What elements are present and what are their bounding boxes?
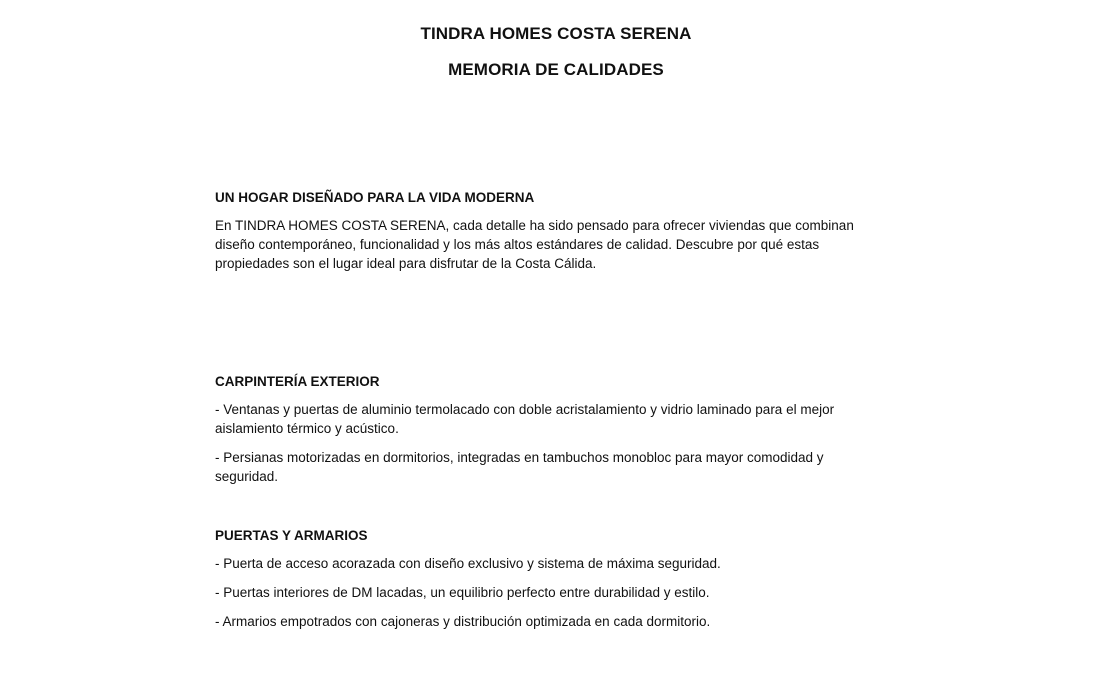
section-paragraph: - Puertas interiores de DM lacadas, un equilibrio perfecto entre durabilidad y estilo. xyxy=(215,585,710,600)
section-doors-wardrobes xyxy=(215,527,895,641)
document-subtitle: MEMORIA DE CALIDADES xyxy=(448,60,664,79)
section-paragraph: - Armarios empotrados con cajoneras y distribución optimizada en cada dormitorio. xyxy=(215,614,711,629)
section-exterior-carpentry xyxy=(215,373,895,496)
section-paragraph: - Puerta de acceso acorazada con diseño exclusivo y sistema de máxima seguridad. xyxy=(215,556,721,571)
section-paragraph: En TINDRA HOMES COSTA SERENA, cada detalle ha sido pensado para ofrecer viviendas que combinan diseño contemporáneo, funcionalidad y los más altos estándares de calidad. Descubre por qué estas propiedades son el lugar ideal para disfrutar de la Costa Cálida. xyxy=(215,218,854,271)
section-modern-living xyxy=(215,189,895,283)
document-title: TINDRA HOMES COSTA SERENA xyxy=(420,24,692,43)
section-heading: CARPINTERÍA EXTERIOR xyxy=(215,374,380,389)
section-heading: PUERTAS Y ARMARIOS xyxy=(215,528,368,543)
section-paragraph: - Persianas motorizadas en dormitorios, integradas en tambuchos monobloc para mayor comodidad y seguridad. xyxy=(215,450,824,484)
section-heading: UN HOGAR DISEÑADO PARA LA VIDA MODERNA xyxy=(215,190,535,205)
section-paragraph: - Ventanas y puertas de aluminio termolacado con doble acristalamiento y vidrio laminado para el mejor aislamiento térmico y acústico. xyxy=(215,402,835,436)
